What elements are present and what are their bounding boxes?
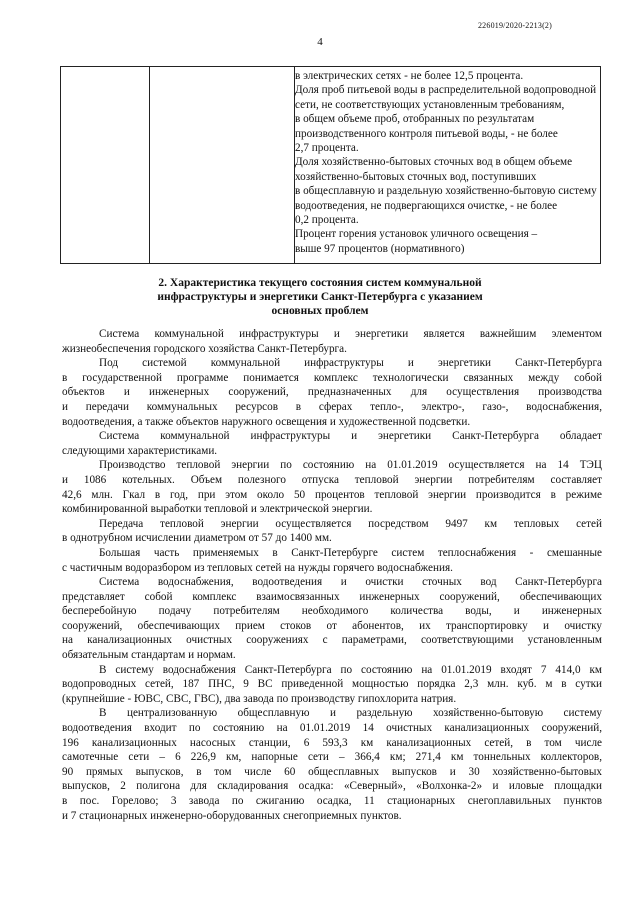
- page-number: 4: [317, 36, 323, 48]
- paragraph-line: водоотведения входит по состоянию на 01.01.2019 14 очистных канализационных сооружений,: [62, 722, 602, 735]
- table-text-line: производственного контроля питьевой воды, - не более: [295, 127, 558, 140]
- paragraph-line: следующими характеристиками.: [62, 444, 218, 457]
- table-text-line: в электрических сетях - не более 12,5 процента.: [295, 70, 524, 82]
- paragraph-line: Передача тепловой энергии осуществляется посредством 9497 км тепловых сетей: [99, 517, 602, 530]
- paragraph: [62, 327, 602, 356]
- paragraph: [62, 517, 602, 546]
- paragraph: [62, 706, 602, 823]
- paragraph-line: сооружений, обеспечивающих прием стоков от абонентов, их транспортировку и очистку: [62, 619, 602, 632]
- paragraph-line: Система коммунальной инфраструктуры и энергетики является важнейшим элементом: [99, 328, 602, 340]
- paragraph-line: представляет собой комплекс взаимосвязанных инженерных сооружений, обеспечивающих: [62, 590, 602, 603]
- paragraph-line: жизнеобеспечения городского хозяйства Санкт-Петербурга.: [62, 342, 347, 355]
- table-text-line: Процент горения установок уличного освещения –: [295, 228, 538, 241]
- paragraph-line: и 7 стационарных инженерно-оборудованных снегоприемных пунктов.: [62, 809, 402, 822]
- paragraph-line: в однотрубном исчислении диаметром от 57 до 1400 мм.: [62, 532, 332, 545]
- paragraph-line: с частичным водоразбором из тепловых сетей на нужды горячего водоснабжения.: [62, 561, 453, 574]
- paragraph-line: Система водоснабжения, водоотведения и очистки сточных вод Санкт-Петербурга: [99, 576, 602, 589]
- paragraph: [62, 429, 602, 458]
- table-text-line: 0,2 процента.: [295, 214, 359, 227]
- paragraph: [62, 546, 602, 575]
- paragraph-line: (крупнейшие - ЮВС, СВС, ГВС), два завода по производству гипохлорита натрия.: [62, 692, 457, 705]
- table-text-line: в общем объеме проб, отобранных по результатам: [295, 113, 535, 126]
- heading-line: инфраструктуры и энергетики Санкт-Петербурга с указанием: [157, 291, 483, 303]
- paragraph-line: и 1086 котельных. Объем полезного отпуска тепловой энергии потребителям составляет: [62, 473, 602, 486]
- paragraph-line: комбинированной выработки тепловой и электрической энергии.: [62, 503, 373, 516]
- paragraph-line: объектов и инженерных сооружений, предназначенных для осуществления производства: [62, 386, 602, 399]
- table-text-line: в общесплавную и раздельную хозяйственно-бытовую систему: [295, 185, 597, 198]
- paragraph-line: в государственной программе понимается комплекс технологически связанных между собой: [62, 371, 602, 384]
- section-body: [62, 327, 602, 823]
- indicators-table: [60, 66, 601, 264]
- section-heading: [0, 276, 640, 318]
- paragraph-line: Большая часть применяемых в Санкт-Петербурге систем теплоснабжения - смешанные: [99, 546, 602, 559]
- document-number: 226019/2020-2213(2): [477, 21, 552, 30]
- paragraph-line: Система коммунальной инфраструктуры и энергетики Санкт-Петербурга обладает: [99, 430, 602, 443]
- paragraph-line: Производство тепловой энергии по состоянию на 01.01.2019 осуществляется на 14 ТЭЦ: [99, 459, 602, 472]
- table-text-line: выше 97 процентов (нормативного): [295, 242, 465, 255]
- table-text-line: 2,7 процента.: [295, 142, 359, 155]
- paragraph-line: на канализационных очистных сооружениях с параметрами, соответствующими установленным: [62, 634, 602, 647]
- paragraph-line: 90 прямых выпусков, в том числе 60 общесплавных выпусков и 30 хозяйственно-бытовых: [62, 765, 602, 778]
- paragraph-line: бесперебойную подачу потребителям необходимого количества воды, и инженерных: [62, 605, 602, 618]
- table-text-line: Доля проб питьевой воды в распределительной водопроводной: [295, 84, 597, 97]
- paragraph: [62, 458, 602, 516]
- table-text-line: водоотведения, не подвергающихся очистке, - не более: [295, 199, 558, 212]
- paragraph: [62, 575, 602, 663]
- paragraph-line: водопроводных сетей, 187 ПНС, 9 ВС приведенной мощностью порядка 2,3 млн. куб. м в сутки: [62, 678, 602, 691]
- table-column-1: [61, 67, 150, 263]
- paragraph-line: самотечные сети – 6 226,9 км, напорные сети – 366,4 км; 271,4 км тоннельных коллекторов,: [62, 751, 602, 764]
- paragraph-line: обязательным стандартам и нормам.: [62, 649, 236, 662]
- paragraph-line: и передачи коммунальных ресурсов в сферах тепло-, электро-, газо-, водоснабжения,: [62, 400, 602, 413]
- paragraph-line: 42,6 млн. Гкал в год, при этом около 50 процентов тепловой энергии производится в режиме: [62, 488, 602, 501]
- paragraph-line: Под системой коммунальной инфраструктуры и энергетики Санкт-Петербурга: [99, 357, 602, 370]
- table-text-line: сети, не соответствующих установленным требованиям,: [295, 98, 565, 111]
- table-column-2: [149, 67, 295, 263]
- paragraph-line: водоотведения, а также объектов наружного освещения и художественной подсветки.: [62, 415, 471, 428]
- paragraph: [62, 663, 602, 707]
- table-text-line: Доля хозяйственно-бытовых сточных вод в общем объеме: [295, 156, 573, 169]
- heading-line: 2. Характеристика текущего состояния систем коммунальной: [158, 277, 482, 289]
- heading-line: основных проблем: [271, 305, 369, 317]
- paragraph: [62, 356, 602, 429]
- table-text-line: хозяйственно-бытовых сточных вод, поступивших: [295, 170, 537, 183]
- paragraph-line: 196 канализационных насосных станции, 6 593,3 км канализационных сетей, в том числе: [62, 736, 602, 749]
- paragraph-line: в пос. Горелово; 3 завода по сжиганию осадка, 11 стационарных снегоплавильных пунктов: [62, 795, 602, 807]
- paragraph-line: В систему водоснабжения Санкт-Петербурга по состоянию на 01.01.2019 входят 7 414,0 км: [99, 663, 602, 676]
- paragraph-line: выпусков, 2 полигона для складирования осадка: «Северный», «Волхонка-2» и иловые площадки: [62, 780, 602, 793]
- table-indicators-cell: [295, 69, 597, 256]
- paragraph-line: В централизованную общесплавную и раздельную хозяйственно-бытовую систему: [99, 707, 602, 720]
